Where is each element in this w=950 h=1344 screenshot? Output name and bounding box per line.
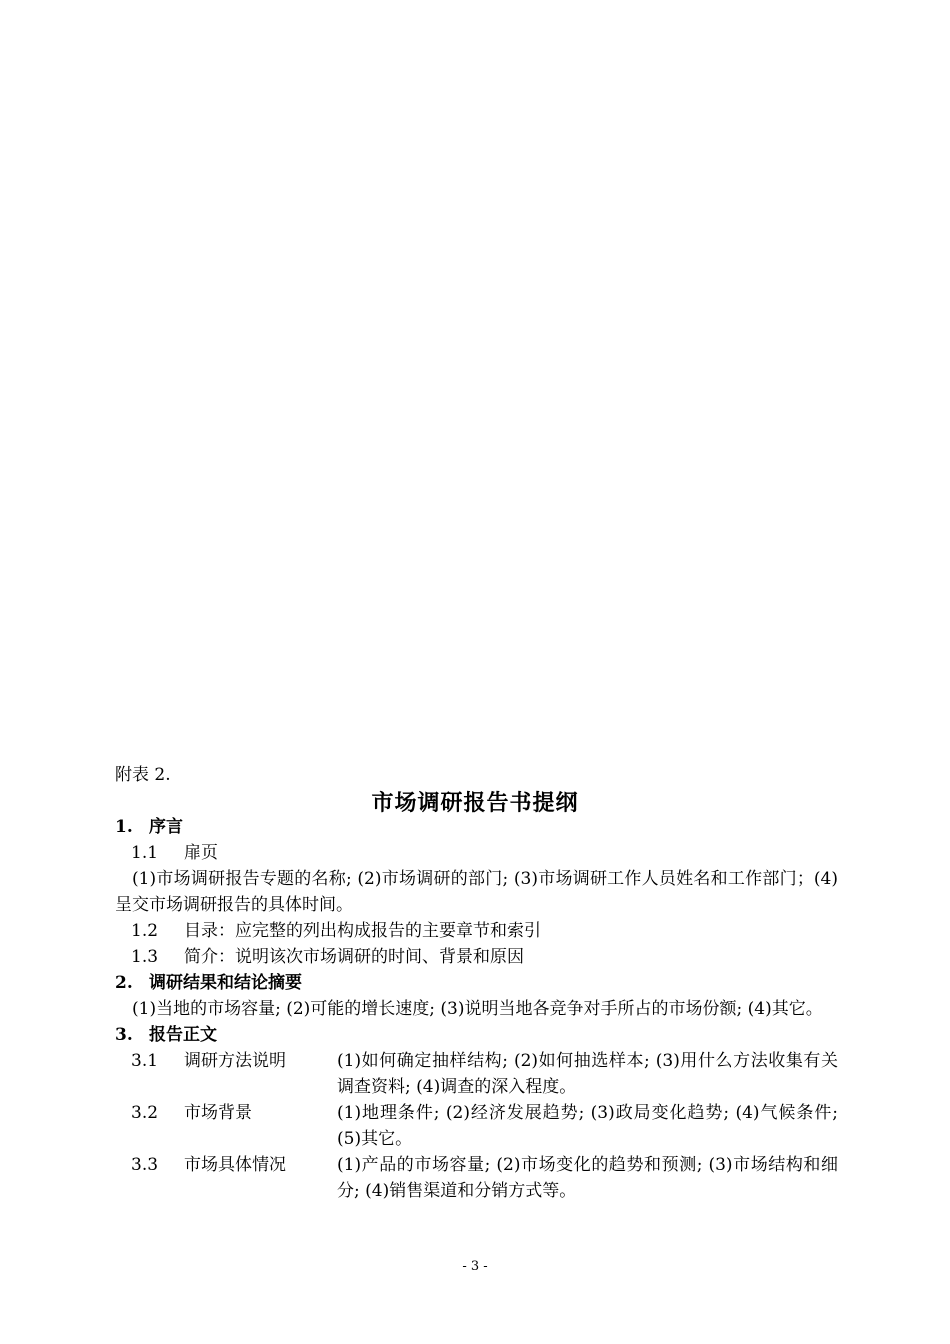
section-number: 3.: [115, 1025, 133, 1045]
appendix-label: 附表 2.: [115, 765, 171, 785]
section-title: 调研结果和结论摘要: [149, 973, 302, 993]
subsection-number: 1.3: [131, 947, 159, 967]
subsection-label: 市场背景: [184, 1103, 252, 1123]
subsection-1-2: [115, 918, 838, 944]
subsection-1-1: [115, 840, 838, 866]
section-1-heading: [115, 814, 838, 840]
section-number: 2.: [115, 973, 133, 993]
section-title: 报告正文: [149, 1025, 217, 1045]
subsection-3-2: [115, 1100, 838, 1152]
section-2-heading: [115, 970, 838, 996]
subsection-label: 目录：应完整的列出构成报告的主要章节和索引: [184, 921, 541, 941]
document-title: 市场调研报告书提纲: [371, 790, 579, 816]
subsection-3-1: [115, 1048, 838, 1100]
subsection-number: 3.3: [131, 1155, 159, 1175]
subsection-description: (1)地理条件; (2)经济发展趋势; (3)政局变化趋势; (4)气候条件; (5)其它。: [337, 1103, 838, 1149]
subsection-label: 扉页: [184, 843, 218, 863]
document-body: [115, 814, 838, 1204]
subsection-3-3: [115, 1152, 838, 1204]
subsection-label: 市场具体情况: [184, 1155, 286, 1175]
section-number: 1.: [115, 817, 133, 837]
subsection-1-3: [115, 944, 838, 970]
subsection-1-1-paragraph: (1)市场调研报告专题的名称; (2)市场调研的部门; (3)市场调研工作人员姓名和工作部门；(4)呈交市场调研报告的具体时间。: [115, 869, 838, 915]
page-number: - 3 -: [462, 1259, 488, 1274]
section-2-paragraph: (1)当地的市场容量; (2)可能的增长速度; (3)说明当地各竞争对手所占的市场份额; (4)其它。: [132, 999, 823, 1019]
section-3-heading: [115, 1022, 838, 1048]
subsection-label: 调研方法说明: [184, 1051, 286, 1071]
subsection-number: 3.2: [131, 1103, 159, 1123]
subsection-number: 3.1: [131, 1051, 159, 1071]
subsection-description: (1)产品的市场容量; (2)市场变化的趋势和预测; (3)市场结构和细分; (4)销售渠道和分销方式等。: [337, 1155, 838, 1201]
subsection-number: 1.2: [131, 921, 159, 941]
subsection-label: 简介：说明该次市场调研的时间、背景和原因: [184, 947, 524, 967]
subsection-description: (1)如何确定抽样结构; (2)如何抽选样本; (3)用什么方法收集有关调查资料; (4)调查的深入程度。: [337, 1051, 838, 1097]
subsection-number: 1.1: [131, 843, 159, 863]
section-title: 序言: [149, 817, 183, 837]
